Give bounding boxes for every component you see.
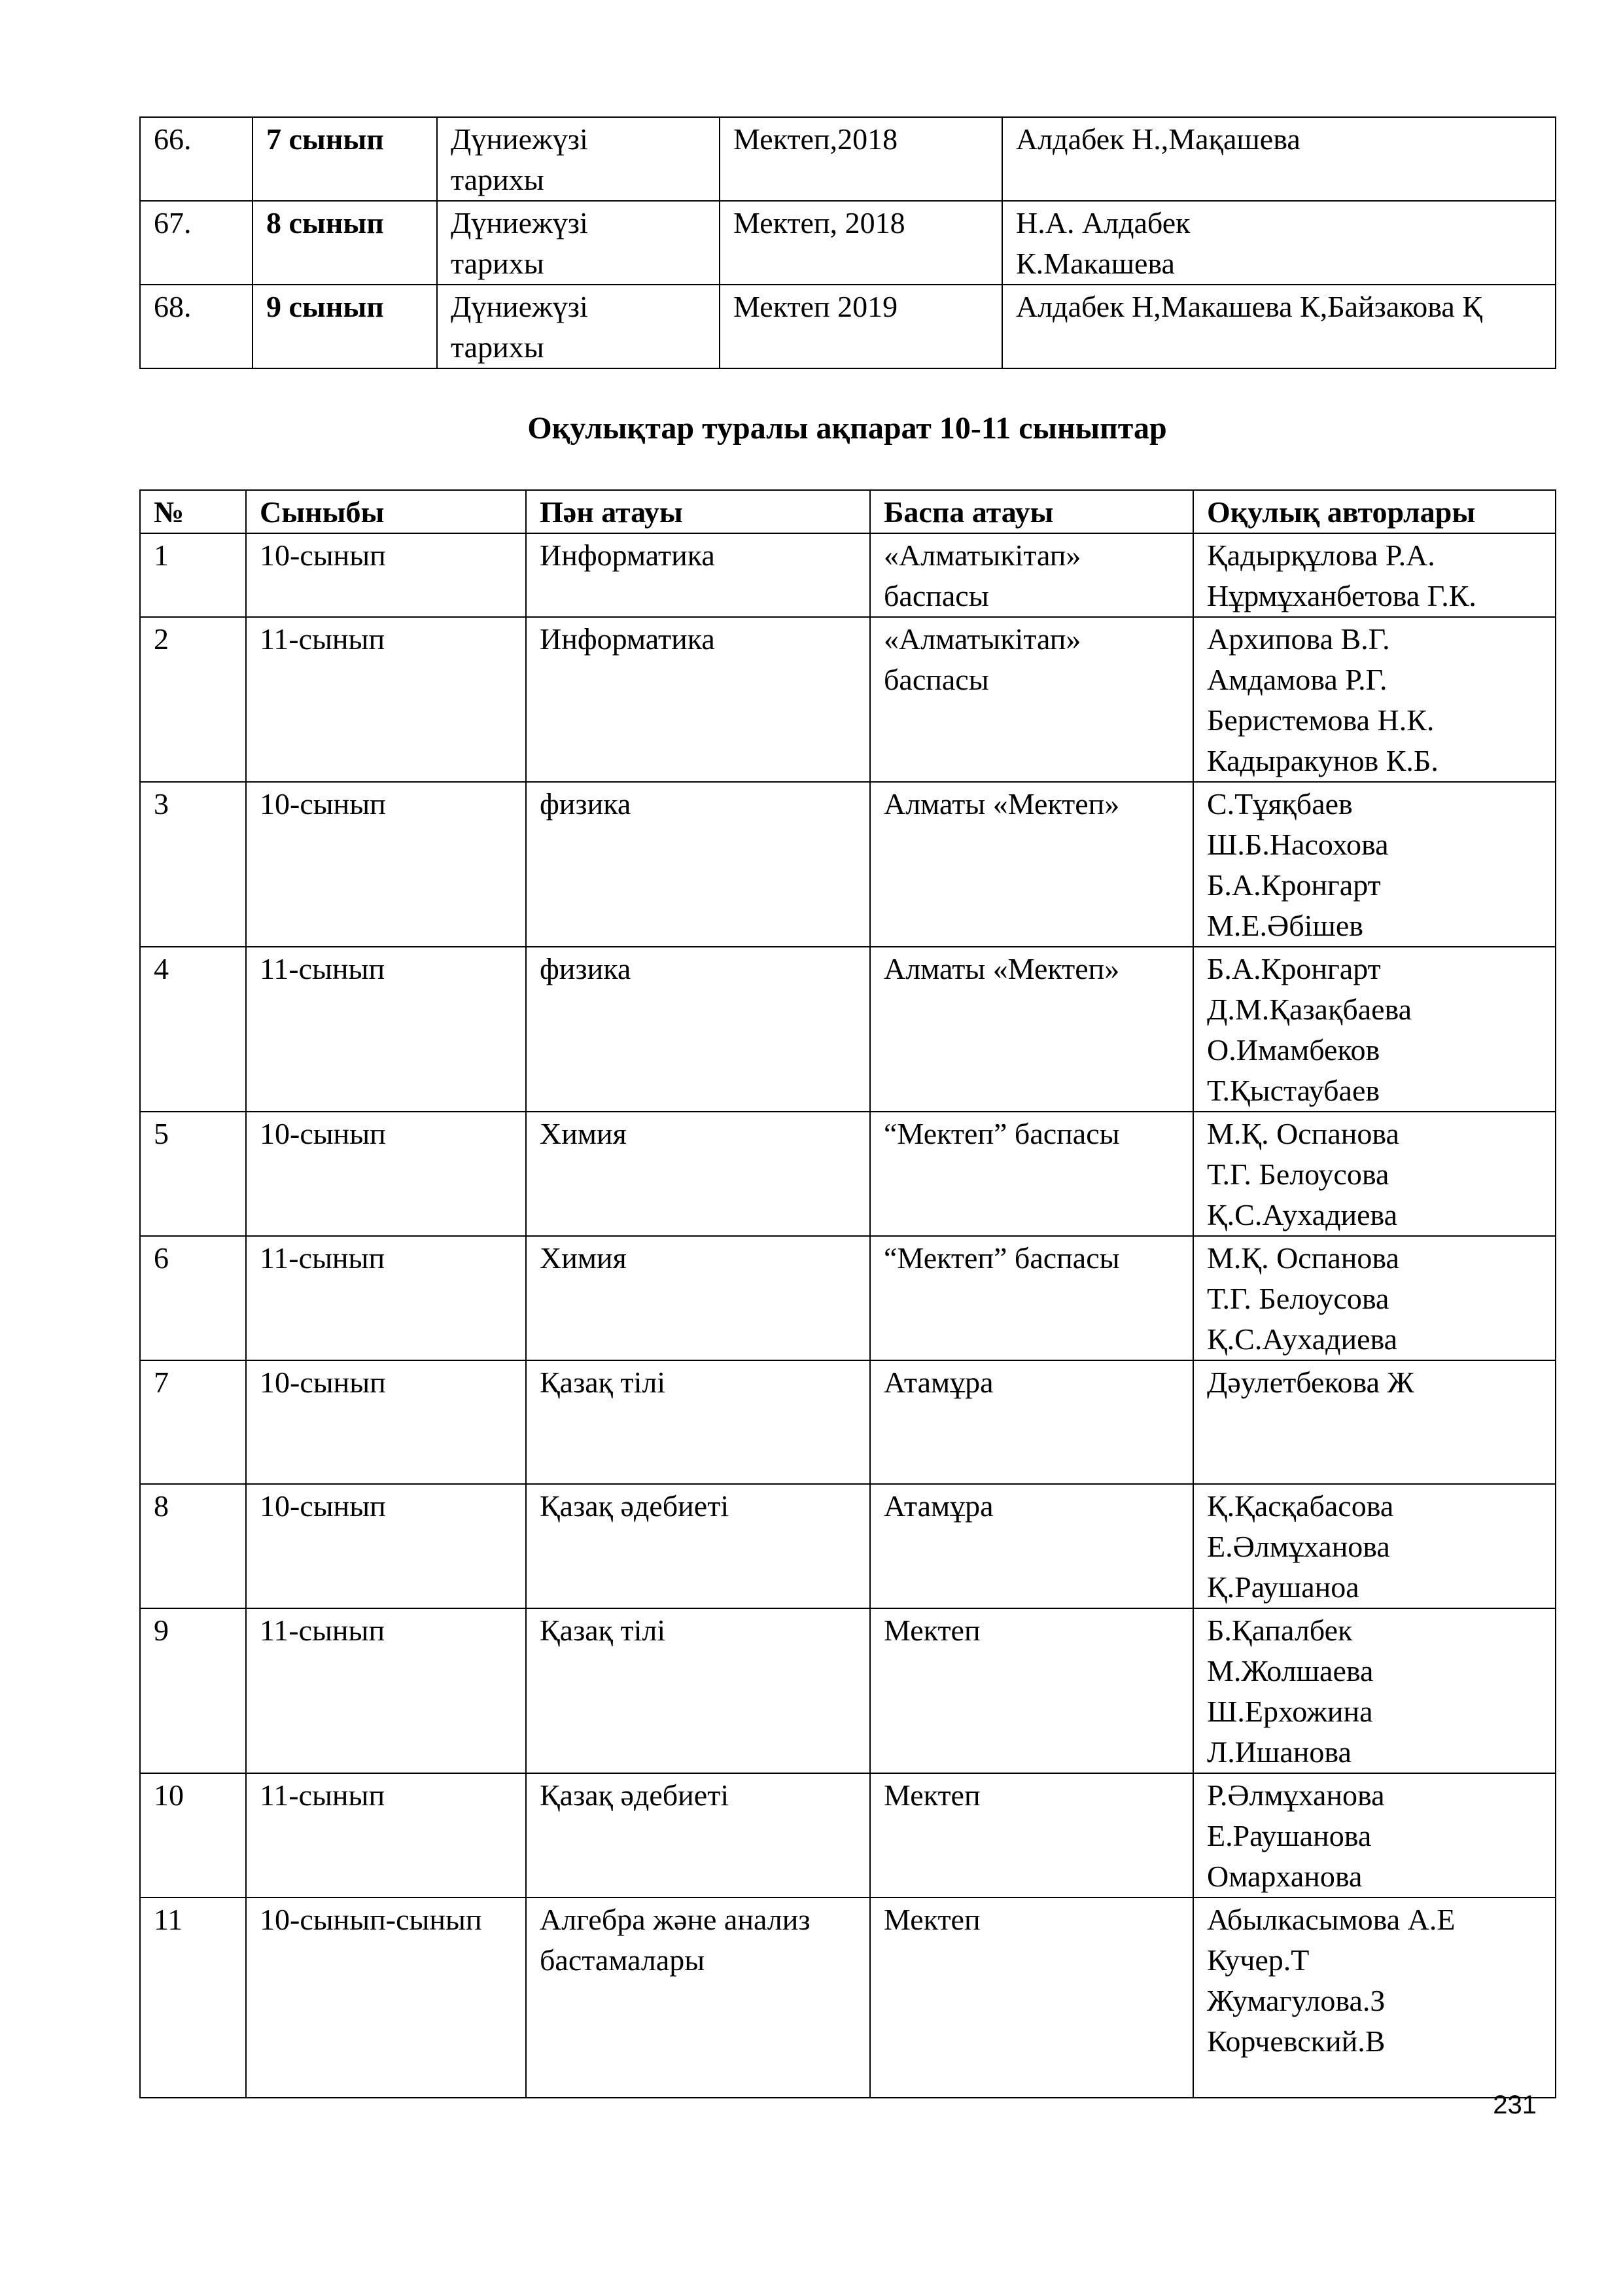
- table-row: [140, 1773, 1556, 1898]
- row-number: 5: [140, 1112, 246, 1236]
- grade-cell: 10-сынып: [246, 1112, 526, 1236]
- table-row: [140, 1898, 1556, 2098]
- previous-grades-table: [139, 116, 1556, 369]
- row-number: 1: [140, 533, 246, 617]
- row-number: 67.: [140, 201, 253, 285]
- table-row: [140, 617, 1556, 782]
- subject-cell: Химия: [526, 1236, 870, 1360]
- grade-cell: 7 сынып: [253, 117, 437, 201]
- table-row: [140, 1484, 1556, 1608]
- authors-cell: М.Қ. Оспанова Т.Г. Белоусова Қ.С.Аухадиева: [1193, 1236, 1556, 1360]
- subject-cell: Информатика: [526, 533, 870, 617]
- publisher-cell: Мектеп,2018: [720, 117, 1002, 201]
- row-number: 7: [140, 1360, 246, 1484]
- table-row: [140, 533, 1556, 617]
- table-header-row: [140, 490, 1556, 533]
- publisher-cell: “Мектеп” баспасы: [870, 1236, 1193, 1360]
- grade-cell: 11-сынып: [246, 1773, 526, 1898]
- authors-cell: М.Қ. Оспанова Т.Г. Белоусова Қ.С.Аухадиева: [1193, 1112, 1556, 1236]
- subject-cell: Алгебра және анализ бастамалары: [526, 1898, 870, 2098]
- row-number: 2: [140, 617, 246, 782]
- publisher-cell: Алматы «Мектеп»: [870, 782, 1193, 947]
- row-number: 9: [140, 1608, 246, 1773]
- authors-cell: Архипова В.Г. Амдамова Р.Г. Беристемова Н.К. Кадыракунов К.Б.: [1193, 617, 1556, 782]
- authors-cell: С.Тұяқбаев Ш.Б.Насохова Б.А.Кронгарт М.Е.Әбішев: [1193, 782, 1556, 947]
- table-row: [140, 1608, 1556, 1773]
- subject-cell: Қазақ тілі: [526, 1608, 870, 1773]
- grade-cell: 9 сынып: [253, 285, 437, 368]
- table-row: [140, 1360, 1556, 1484]
- subject-cell: Қазақ тілі: [526, 1360, 870, 1484]
- grade-cell: 10-сынып: [246, 1484, 526, 1608]
- header-subject: Пән атауы: [526, 490, 870, 533]
- publisher-cell: Атамұра: [870, 1360, 1193, 1484]
- row-number: 10: [140, 1773, 246, 1898]
- authors-cell: Н.А. Алдабек К.Макашева: [1002, 201, 1556, 285]
- publisher-cell: Алматы «Мектеп»: [870, 947, 1193, 1112]
- row-number: 11: [140, 1898, 246, 2098]
- grade-cell: 11-сынып: [246, 1608, 526, 1773]
- row-number: 66.: [140, 117, 253, 201]
- row-number: 3: [140, 782, 246, 947]
- row-number: 6: [140, 1236, 246, 1360]
- grade-cell: 11-сынып: [246, 617, 526, 782]
- subject-cell: Дүниежүзі тарихы: [437, 117, 720, 201]
- grade-cell: 10-сынып: [246, 782, 526, 947]
- grade-cell: 11-сынып: [246, 947, 526, 1112]
- publisher-cell: Мектеп 2019: [720, 285, 1002, 368]
- table-row: [140, 1236, 1556, 1360]
- grade-cell: 11-сынып: [246, 1236, 526, 1360]
- grade-cell: 8 сынып: [253, 201, 437, 285]
- authors-cell: Р.Әлмұханова Е.Раушанова Омарханова: [1193, 1773, 1556, 1898]
- subject-cell: Дүниежүзі тарихы: [437, 285, 720, 368]
- authors-cell: Б.Қапалбек М.Жолшаева Ш.Ерхожина Л.Ишанова: [1193, 1608, 1556, 1773]
- authors-cell: Алдабек Н,Макашева К,Байзакова Қ: [1002, 285, 1556, 368]
- authors-cell: Қадырқұлова Р.А. Нұрмұханбетова Г.К.: [1193, 533, 1556, 617]
- row-number: 8: [140, 1484, 246, 1608]
- header-authors: Оқулық авторлары: [1193, 490, 1556, 533]
- subject-cell: Информатика: [526, 617, 870, 782]
- grade-cell: 10-сынып: [246, 1360, 526, 1484]
- publisher-cell: Мектеп: [870, 1898, 1193, 2098]
- publisher-cell: «Алматыкітап» баспасы: [870, 617, 1193, 782]
- publisher-cell: “Мектеп” баспасы: [870, 1112, 1193, 1236]
- table-row: [140, 947, 1556, 1112]
- authors-cell: Қ.Қасқабасова Е.Әлмұханова Қ.Раушаноа: [1193, 1484, 1556, 1608]
- subject-cell: физика: [526, 782, 870, 947]
- table-row: [140, 782, 1556, 947]
- section-title: Оқулықтар туралы ақпарат 10-11 сыныптар: [527, 411, 1167, 446]
- table-row: [140, 285, 1556, 368]
- subject-cell: Қазақ әдебиеті: [526, 1484, 870, 1608]
- header-grade: Сыныбы: [246, 490, 526, 533]
- table-row: [140, 201, 1556, 285]
- header-publisher: Баспа атауы: [870, 490, 1193, 533]
- header-number: №: [140, 490, 246, 533]
- publisher-cell: Мектеп: [870, 1608, 1193, 1773]
- publisher-cell: Мектеп: [870, 1773, 1193, 1898]
- authors-cell: Алдабек Н.,Мақашева: [1002, 117, 1556, 201]
- publisher-cell: Атамұра: [870, 1484, 1193, 1608]
- subject-cell: Химия: [526, 1112, 870, 1236]
- subject-cell: Қазақ әдебиеті: [526, 1773, 870, 1898]
- grade-cell: 10-сынып: [246, 533, 526, 617]
- authors-cell: Дәулетбекова Ж: [1193, 1360, 1556, 1484]
- publisher-cell: «Алматыкітап» баспасы: [870, 533, 1193, 617]
- textbooks-table: [139, 489, 1556, 2098]
- table-row: [140, 1112, 1556, 1236]
- grade-cell: 10-сынып-сынып: [246, 1898, 526, 2098]
- subject-cell: Дүниежүзі тарихы: [437, 201, 720, 285]
- row-number: 4: [140, 947, 246, 1112]
- publisher-cell: Мектеп, 2018: [720, 201, 1002, 285]
- table-row: [140, 117, 1556, 201]
- page-number: 231: [1493, 2091, 1537, 2119]
- authors-cell: Абылкасымова А.Е Кучер.Т Жумагулова.З Корчевский.В: [1193, 1898, 1556, 2098]
- subject-cell: физика: [526, 947, 870, 1112]
- authors-cell: Б.А.Кронгарт Д.М.Қазақбаева О.Имамбеков Т.Қыстаубаев: [1193, 947, 1556, 1112]
- row-number: 68.: [140, 285, 253, 368]
